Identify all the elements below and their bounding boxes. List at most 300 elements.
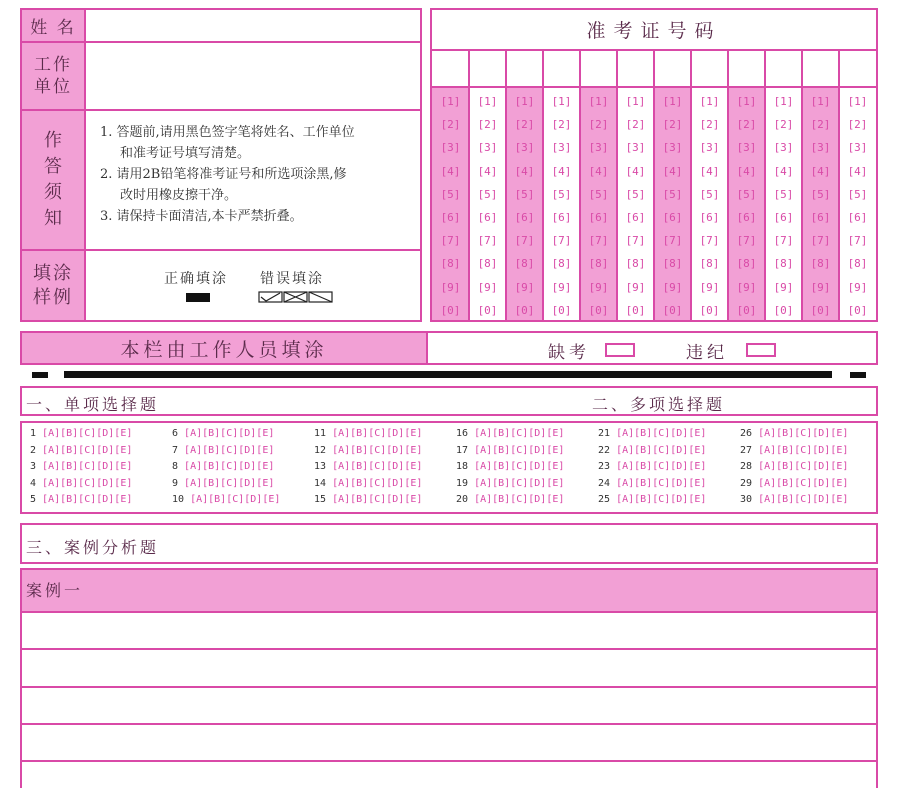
digit-bubble[interactable]: [1] <box>551 95 572 108</box>
digit-bubble[interactable]: [7] <box>514 234 535 248</box>
exam-id-digit-box[interactable] <box>839 51 876 86</box>
digit-bubble[interactable]: [0] <box>662 303 683 317</box>
exam-id-digit-box[interactable] <box>617 51 654 86</box>
digit-bubble[interactable]: [2] <box>773 118 794 132</box>
option-bubble[interactable]: [E] <box>256 461 275 472</box>
digit-bubble[interactable]: [8] <box>847 257 868 271</box>
option-bubble[interactable]: [D] <box>238 477 257 489</box>
exam-id-grid <box>432 51 876 320</box>
question-number: 26 <box>740 428 759 439</box>
digit-bubble[interactable]: [3] <box>625 141 646 155</box>
option-bubble[interactable]: [C] <box>794 494 813 505</box>
digit-bubble[interactable]: [0] <box>588 303 609 317</box>
option-bubble[interactable]: [C] <box>652 477 671 489</box>
digit-bubble[interactable]: [7] <box>551 234 572 248</box>
option-bubble[interactable]: [E] <box>688 494 707 505</box>
option-bubble[interactable]: [A] <box>184 477 203 489</box>
option-bubble[interactable]: [D] <box>96 477 115 489</box>
option-bubble[interactable]: [C] <box>220 461 239 472</box>
question-number: 19 <box>456 477 475 489</box>
option-bubble[interactable]: [B] <box>776 494 795 505</box>
option-bubble[interactable]: [B] <box>60 494 79 505</box>
digit-bubble[interactable]: [8] <box>662 257 683 271</box>
option-bubble[interactable]: [A] <box>474 477 493 489</box>
option-bubble[interactable]: [B] <box>776 477 795 489</box>
digit-bubble[interactable]: [7] <box>847 234 868 248</box>
option-bubble[interactable]: [C] <box>78 428 97 439</box>
digit-bubble[interactable]: [9] <box>440 280 461 294</box>
option-bubble[interactable]: [D] <box>812 477 831 489</box>
exam-id-digit-box[interactable] <box>728 51 765 86</box>
option-bubble[interactable]: [C] <box>510 428 529 439</box>
option-bubble[interactable]: [D] <box>238 444 257 456</box>
option-bubble[interactable]: [E] <box>546 477 565 489</box>
wrong-fill-marks <box>258 291 334 303</box>
option-bubble[interactable]: [B] <box>634 494 653 505</box>
option-bubble[interactable]: [E] <box>830 494 849 505</box>
option-bubble[interactable]: [E] <box>404 444 423 456</box>
option-bubble[interactable]: [B] <box>208 494 227 505</box>
digit-bubble[interactable]: [1] <box>699 95 720 108</box>
digit-bubble[interactable]: [7] <box>440 234 461 248</box>
digit-bubble[interactable]: [4] <box>847 164 868 178</box>
option-bubble[interactable]: [A] <box>474 428 493 439</box>
option-bubble[interactable]: [B] <box>776 428 795 439</box>
digit-bubble[interactable]: [4] <box>662 164 683 178</box>
option-bubble[interactable]: [E] <box>688 428 707 439</box>
option-bubble[interactable]: [D] <box>670 494 689 505</box>
option-bubble[interactable]: [C] <box>652 494 671 505</box>
option-bubble[interactable]: [A] <box>758 494 777 505</box>
digit-bubble[interactable]: [1] <box>773 95 794 108</box>
option-bubble[interactable]: [E] <box>688 477 707 489</box>
digit-bubble[interactable]: [2] <box>551 118 572 132</box>
option-bubble[interactable]: [A] <box>758 461 777 472</box>
digit-bubble[interactable]: [2] <box>662 118 683 132</box>
option-bubble[interactable]: [D] <box>528 461 547 472</box>
digit-bubble[interactable]: [0] <box>477 303 498 317</box>
digit-bubble[interactable]: [2] <box>625 118 646 132</box>
option-bubble[interactable]: [D] <box>96 428 115 439</box>
option-bubble[interactable]: [C] <box>78 461 97 472</box>
digit-bubble[interactable]: [3] <box>847 141 868 155</box>
option-bubble[interactable]: [E] <box>404 477 423 489</box>
option-bubble[interactable]: [B] <box>202 461 221 472</box>
digit-bubble[interactable]: [1] <box>440 95 461 108</box>
digit-bubble[interactable]: [9] <box>847 280 868 294</box>
option-bubble[interactable]: [C] <box>652 461 671 472</box>
option-bubble[interactable]: [D] <box>670 444 689 456</box>
digit-bubble[interactable]: [8] <box>773 257 794 271</box>
digit-bubble[interactable]: [3] <box>699 141 720 155</box>
option-bubble[interactable]: [B] <box>202 428 221 439</box>
question-number: 11 <box>314 428 333 439</box>
option-bubble[interactable]: [A] <box>332 444 351 456</box>
option-bubble[interactable]: [E] <box>114 494 133 505</box>
option-bubble[interactable]: [A] <box>184 444 203 456</box>
digit-bubble[interactable]: [0] <box>847 303 868 317</box>
digit-bubble[interactable]: [3] <box>773 141 794 155</box>
digit-bubble[interactable]: [6] <box>514 211 535 224</box>
option-bubble[interactable]: [E] <box>546 494 565 505</box>
digit-bubble[interactable]: [4] <box>625 164 646 178</box>
digit-bubble[interactable]: [1] <box>810 95 831 108</box>
exam-id-digit-box[interactable] <box>802 51 839 86</box>
option-bubble[interactable]: [C] <box>220 444 239 456</box>
option-bubble[interactable]: [E] <box>830 461 849 472</box>
digit-bubble[interactable]: [7] <box>625 234 646 248</box>
digit-bubble[interactable]: [4] <box>514 164 535 178</box>
option-bubble[interactable]: [B] <box>492 428 511 439</box>
option-bubble[interactable]: [E] <box>114 428 133 439</box>
digit-bubble[interactable]: [2] <box>736 118 757 132</box>
digit-bubble[interactable]: [5] <box>699 187 720 201</box>
digit-bubble[interactable]: [9] <box>662 280 683 294</box>
digit-bubble[interactable]: [0] <box>699 303 720 317</box>
option-bubble[interactable]: [E] <box>404 461 423 472</box>
option-bubble[interactable]: [D] <box>96 494 115 505</box>
digit-bubble[interactable]: [4] <box>477 164 498 178</box>
option-bubble[interactable]: [A] <box>184 428 203 439</box>
digit-bubble[interactable]: [8] <box>736 257 757 271</box>
digit-bubble[interactable]: [6] <box>847 211 868 224</box>
option-bubble[interactable]: [D] <box>96 461 115 472</box>
option-bubble[interactable]: [D] <box>386 477 405 489</box>
digit-bubble[interactable]: [1] <box>477 95 498 108</box>
option-bubble[interactable]: [E] <box>546 444 565 456</box>
option-bubble[interactable]: [B] <box>350 444 369 456</box>
option-bubble[interactable]: [C] <box>368 477 387 489</box>
digit-bubble[interactable]: [3] <box>736 141 757 155</box>
digit-bubble[interactable]: [5] <box>440 187 461 201</box>
option-bubble[interactable]: [A] <box>332 477 351 489</box>
question-number: 1 <box>30 428 43 439</box>
digit-bubble[interactable]: [5] <box>551 187 572 201</box>
option-bubble[interactable]: [E] <box>256 477 275 489</box>
digit-bubble[interactable]: [3] <box>662 141 683 155</box>
digit-bubble[interactable]: [4] <box>773 164 794 178</box>
option-bubble[interactable]: [B] <box>60 428 79 439</box>
digit-bubble[interactable]: [8] <box>625 257 646 271</box>
option-bubble[interactable]: [B] <box>776 444 795 456</box>
digit-bubble[interactable]: [7] <box>773 234 794 248</box>
option-bubble[interactable]: [B] <box>202 477 221 489</box>
digit-bubble[interactable]: [9] <box>588 280 609 294</box>
option-bubble[interactable]: [A] <box>332 494 351 505</box>
option-bubble[interactable]: [B] <box>634 444 653 456</box>
exam-id-digit-box[interactable] <box>765 51 802 86</box>
digit-bubble[interactable]: [8] <box>588 257 609 271</box>
option-bubble[interactable]: [D] <box>670 461 689 472</box>
digit-bubble[interactable]: [9] <box>773 280 794 294</box>
digit-bubble[interactable]: [5] <box>662 187 683 201</box>
option-bubble[interactable]: [B] <box>634 477 653 489</box>
digit-bubble[interactable]: [5] <box>514 187 535 201</box>
option-bubble[interactable]: [A] <box>474 461 493 472</box>
option-bubble[interactable]: [C] <box>368 444 387 456</box>
digit-bubble[interactable]: [3] <box>588 141 609 155</box>
digit-bubble[interactable]: [9] <box>514 280 535 294</box>
option-bubble[interactable]: [D] <box>386 444 405 456</box>
option-bubble[interactable]: [A] <box>474 494 493 505</box>
option-bubble[interactable]: [C] <box>220 477 239 489</box>
digit-bubble[interactable]: [2] <box>477 118 498 132</box>
option-bubble[interactable]: [D] <box>386 461 405 472</box>
option-bubble[interactable]: [E] <box>114 461 133 472</box>
option-bubble[interactable]: [D] <box>670 477 689 489</box>
digit-bubble[interactable]: [7] <box>736 234 757 248</box>
option-bubble[interactable]: [B] <box>350 428 369 439</box>
option-bubble[interactable]: [B] <box>492 477 511 489</box>
option-bubble[interactable]: [E] <box>546 428 565 439</box>
option-bubble[interactable]: [D] <box>528 428 547 439</box>
option-bubble[interactable]: [C] <box>510 477 529 489</box>
digit-bubble[interactable]: [0] <box>810 303 831 317</box>
digit-bubble[interactable]: [7] <box>477 234 498 248</box>
digit-bubble[interactable]: [6] <box>477 211 498 224</box>
option-bubble[interactable]: [B] <box>492 444 511 456</box>
option-bubble[interactable]: [B] <box>776 461 795 472</box>
option-bubble[interactable]: [E] <box>830 477 849 489</box>
digit-bubble[interactable]: [9] <box>551 280 572 294</box>
digit-bubble[interactable]: [3] <box>810 141 831 155</box>
exam-id-digit-box[interactable] <box>543 51 580 86</box>
option-bubble[interactable]: [A] <box>42 428 61 439</box>
option-bubble[interactable]: [A] <box>42 444 61 456</box>
digit-bubble[interactable]: [1] <box>847 95 868 108</box>
option-bubble[interactable]: [B] <box>350 494 369 505</box>
option-bubble[interactable]: [A] <box>758 428 777 439</box>
digit-bubble[interactable]: [5] <box>588 187 609 201</box>
option-bubble[interactable]: [E] <box>688 461 707 472</box>
digit-bubble[interactable]: [2] <box>810 118 831 132</box>
violation-box[interactable] <box>746 343 776 357</box>
absent-box[interactable] <box>605 343 635 357</box>
option-bubble[interactable]: [D] <box>386 494 405 505</box>
digit-bubble[interactable]: [4] <box>736 164 757 178</box>
option-bubble[interactable]: [E] <box>114 477 133 489</box>
digit-bubble[interactable]: [8] <box>810 257 831 271</box>
option-bubble[interactable]: [C] <box>78 477 97 489</box>
digit-bubble[interactable]: [6] <box>588 211 609 224</box>
case-analysis-title: 三、案例分析题 <box>26 538 160 557</box>
option-bubble[interactable]: [B] <box>634 461 653 472</box>
option-bubble[interactable]: [D] <box>812 444 831 456</box>
digit-bubble[interactable]: [9] <box>699 280 720 294</box>
exam-id-digit-box[interactable] <box>654 51 691 86</box>
digit-bubble[interactable]: [8] <box>699 257 720 271</box>
option-bubble[interactable]: [A] <box>616 494 635 505</box>
option-bubble[interactable]: [A] <box>758 444 777 456</box>
digit-bubble[interactable]: [5] <box>810 187 831 201</box>
question-number: 21 <box>598 428 617 439</box>
digit-bubble[interactable]: [2] <box>514 118 535 132</box>
digit-bubble[interactable]: [0] <box>440 303 461 317</box>
digit-bubble[interactable]: [8] <box>440 257 461 271</box>
option-bubble[interactable]: [E] <box>404 428 423 439</box>
option-bubble[interactable]: [E] <box>404 494 423 505</box>
digit-bubble[interactable]: [6] <box>551 211 572 224</box>
exam-id-digit-box[interactable] <box>506 51 543 86</box>
option-bubble[interactable]: [B] <box>492 461 511 472</box>
digit-bubble[interactable]: [7] <box>662 234 683 248</box>
option-bubble[interactable]: [D] <box>238 461 257 472</box>
digit-bubble[interactable]: [9] <box>477 280 498 294</box>
digit-bubble[interactable]: [8] <box>477 257 498 271</box>
option-bubble[interactable]: [C] <box>78 494 97 505</box>
digit-bubble[interactable]: [3] <box>440 141 461 155</box>
option-bubble[interactable]: [A] <box>758 477 777 489</box>
option-bubble[interactable]: [C] <box>510 494 529 505</box>
digit-bubble[interactable]: [2] <box>588 118 609 132</box>
option-bubble[interactable]: [E] <box>114 444 133 456</box>
option-bubble[interactable]: [B] <box>60 477 79 489</box>
digit-bubble[interactable]: [2] <box>847 118 868 132</box>
digit-bubble[interactable]: [5] <box>847 187 868 201</box>
exam-id-digit-box[interactable] <box>469 51 506 86</box>
digit-bubble[interactable]: [1] <box>662 95 683 108</box>
option-bubble[interactable]: [A] <box>42 494 61 505</box>
option-bubble[interactable]: [D] <box>238 428 257 439</box>
option-bubble[interactable]: [C] <box>794 428 813 439</box>
option-bubble[interactable]: [A] <box>42 477 61 489</box>
digit-bubble[interactable]: [6] <box>810 211 831 224</box>
digit-bubble[interactable]: [6] <box>662 211 683 224</box>
digit-bubble[interactable]: [3] <box>551 141 572 155</box>
digit-bubble[interactable]: [6] <box>773 211 794 224</box>
digit-bubble[interactable]: [4] <box>551 164 572 178</box>
option-bubble[interactable]: [C] <box>368 494 387 505</box>
digit-bubble[interactable]: [5] <box>477 187 498 201</box>
question-number: 2 <box>30 444 43 456</box>
option-bubble[interactable]: [B] <box>492 494 511 505</box>
digit-bubble[interactable]: [4] <box>810 164 831 178</box>
option-bubble[interactable]: [D] <box>96 444 115 456</box>
digit-bubble[interactable]: [9] <box>625 280 646 294</box>
digit-bubble[interactable]: [2] <box>440 118 461 132</box>
digit-bubble[interactable]: [3] <box>514 141 535 155</box>
question-number: 15 <box>314 494 333 505</box>
option-bubble[interactable]: [C] <box>794 477 813 489</box>
digit-bubble[interactable]: [0] <box>514 303 535 317</box>
option-bubble[interactable]: [B] <box>60 461 79 472</box>
digit-bubble[interactable]: [0] <box>773 303 794 317</box>
option-bubble[interactable]: [A] <box>42 461 61 472</box>
digit-bubble[interactable]: [3] <box>477 141 498 155</box>
question-number: 8 <box>172 461 185 472</box>
option-bubble[interactable]: [D] <box>812 494 831 505</box>
option-bubble[interactable]: [C] <box>226 494 245 505</box>
digit-bubble[interactable]: [9] <box>736 280 757 294</box>
option-bubble[interactable]: [D] <box>670 428 689 439</box>
option-bubble[interactable]: [C] <box>368 428 387 439</box>
digit-bubble[interactable]: [6] <box>699 211 720 224</box>
option-bubble[interactable]: [D] <box>244 494 263 505</box>
option-bubble[interactable]: [C] <box>220 428 239 439</box>
option-bubble[interactable]: [E] <box>688 444 707 456</box>
option-bubble[interactable]: [A] <box>184 461 203 472</box>
option-bubble[interactable]: [D] <box>812 461 831 472</box>
digit-bubble[interactable]: [0] <box>625 303 646 317</box>
exam-id-digit-box[interactable] <box>691 51 728 86</box>
option-bubble[interactable]: [A] <box>616 444 635 456</box>
option-bubble[interactable]: [B] <box>634 428 653 439</box>
option-bubble[interactable]: [C] <box>794 444 813 456</box>
digit-bubble[interactable]: [9] <box>810 280 831 294</box>
absent-label: 缺考 <box>548 343 590 363</box>
digit-bubble[interactable]: [6] <box>736 211 757 224</box>
digit-bubble[interactable]: [2] <box>699 118 720 132</box>
digit-bubble[interactable]: [5] <box>773 187 794 201</box>
option-bubble[interactable]: [C] <box>652 428 671 439</box>
digit-bubble[interactable]: [0] <box>736 303 757 317</box>
exam-id-digit-box[interactable] <box>432 51 469 86</box>
option-bubble[interactable]: [E] <box>546 461 565 472</box>
digit-bubble[interactable]: [1] <box>736 95 757 108</box>
option-bubble[interactable]: [D] <box>812 428 831 439</box>
option-bubble[interactable]: [A] <box>616 461 635 472</box>
option-bubble[interactable]: [E] <box>830 428 849 439</box>
option-bubble[interactable]: [A] <box>190 494 209 505</box>
option-bubble[interactable]: [C] <box>510 444 529 456</box>
work-unit-field[interactable] <box>84 43 420 109</box>
option-bubble[interactable]: [A] <box>616 428 635 439</box>
digit-bubble[interactable]: [5] <box>736 187 757 201</box>
option-bubble[interactable]: [D] <box>386 428 405 439</box>
option-bubble[interactable]: [B] <box>202 444 221 456</box>
digit-bubble[interactable]: [7] <box>810 234 831 248</box>
option-bubble[interactable]: [B] <box>350 477 369 489</box>
option-bubble[interactable]: [E] <box>256 444 275 456</box>
option-bubble[interactable]: [C] <box>794 461 813 472</box>
digit-bubble[interactable]: [6] <box>625 211 646 224</box>
option-bubble[interactable]: [A] <box>474 444 493 456</box>
option-bubble[interactable]: [C] <box>652 444 671 456</box>
option-bubble[interactable]: [C] <box>78 444 97 456</box>
digit-bubble[interactable]: [4] <box>440 164 461 178</box>
option-bubble[interactable]: [C] <box>368 461 387 472</box>
option-bubble[interactable]: [E] <box>830 444 849 456</box>
question-number: 23 <box>598 461 617 472</box>
digit-bubble[interactable]: [7] <box>588 234 609 248</box>
digit-bubble[interactable]: [1] <box>514 95 535 108</box>
option-bubble[interactable]: [D] <box>528 444 547 456</box>
digit-bubble[interactable]: [7] <box>699 234 720 248</box>
option-bubble[interactable]: [C] <box>510 461 529 472</box>
option-bubble[interactable]: [E] <box>262 494 281 505</box>
digit-bubble[interactable]: [1] <box>625 95 646 108</box>
option-bubble[interactable]: [B] <box>350 461 369 472</box>
option-bubble[interactable]: [D] <box>528 494 547 505</box>
digit-bubble[interactable]: [5] <box>625 187 646 201</box>
digit-bubble[interactable]: [1] <box>588 95 609 108</box>
option-bubble[interactable]: [E] <box>256 428 275 439</box>
name-field[interactable] <box>84 10 420 41</box>
option-bubble[interactable]: [D] <box>528 477 547 489</box>
option-bubble[interactable]: [A] <box>616 477 635 489</box>
option-bubble[interactable]: [B] <box>60 444 79 456</box>
digit-bubble[interactable]: [4] <box>699 164 720 178</box>
digit-bubble[interactable]: [0] <box>551 303 572 317</box>
option-bubble[interactable]: [A] <box>332 428 351 439</box>
digit-bubble[interactable]: [8] <box>514 257 535 271</box>
option-bubble[interactable]: [A] <box>332 461 351 472</box>
question-grid <box>22 423 876 512</box>
digit-bubble[interactable]: [6] <box>440 211 461 224</box>
digit-bubble[interactable]: [8] <box>551 257 572 271</box>
digit-bubble[interactable]: [4] <box>588 164 609 178</box>
exam-id-digit-box[interactable] <box>580 51 617 86</box>
